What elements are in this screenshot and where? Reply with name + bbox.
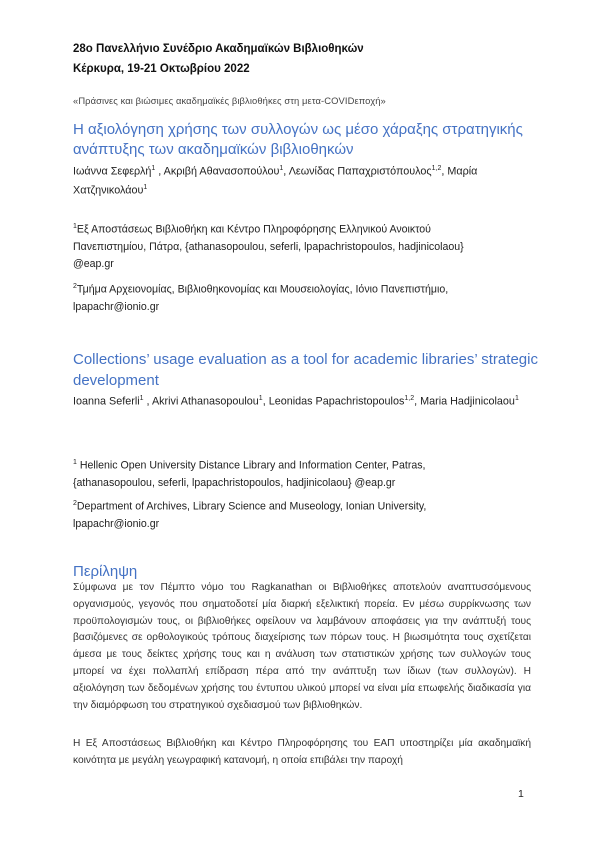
english-affiliation-2 bbox=[73, 495, 493, 533]
greek-affiliation-2 bbox=[73, 278, 493, 316]
abstract-paragraph-2: Η Εξ Αποστάσεως Βιβλιοθήκη και Κέντρο Πληροφόρησης του ΕΑΠ υποστηρίζει μία ακαδημαϊκή κοινότητα με μεγάλη γεωγραφική κατανομή, η οποία επιβάλει την παροχή bbox=[73, 738, 531, 766]
abstract-heading: Περίληψη bbox=[73, 563, 138, 580]
author-name: , Μαρία Χατζηνικολάου bbox=[73, 165, 478, 197]
author-affil-mark: 1 bbox=[514, 395, 519, 402]
affil-mark: 2 bbox=[73, 500, 77, 507]
author-name: , Leonidas Papachristopoulos bbox=[262, 395, 405, 408]
affil-mark: 1 bbox=[73, 459, 77, 466]
english-title: Collections’ usage evaluation as a tool for academic libraries’ strategic development bbox=[73, 351, 538, 389]
affil-text: Εξ Αποστάσεως Βιβλιοθήκη και Κέντρο Πληροφόρησης Ελληνικού Ανοικτού Πανεπιστημίου, Πάτρα, {athanasopoulou, seferli, lpapachristopoulos, hadjinicolaou} @eap.gr bbox=[73, 223, 464, 270]
greek-title: Η αξιολόγηση χρήσης των συλλογών ως μέσο χάραξης στρατηγικής ανάπτυξης των ακαδημαϊκών βιβλιοθηκών bbox=[73, 121, 523, 158]
author-name: , Λεωνίδας Παπαχριστόπουλος bbox=[283, 165, 432, 178]
author-affil-mark: 1 bbox=[258, 395, 263, 402]
page-number: 1 bbox=[518, 788, 524, 800]
author-name: , Maria Hadjinicolaou bbox=[414, 395, 515, 408]
author-name: , Akrivi Athanasopoulou bbox=[143, 395, 259, 408]
abstract-paragraph-1: Σύμφωνα με τον Πέμπτο νόμο του Ragkanathan οι Βιβλιοθήκες αποτελούν αναπτυσσόμενους οργανισμούς, γεγονός που σηματοδοτεί μία διαρκή εξελικτική πορεία. Εν μέσω συρρίκνωσης των προϋπολογισμών τους, οι βιβλιοθήκες οφείλουν να λαμβάνουν αποφάσεις για την ανάπτυξή τους βασιζόμενες σε ορθολογικούς τρόπους διαχείρισης των πόρων τους. Η βιωσιμότητα τους σχετίζεται άμεσα με τους δείκτες χρήσης τους και η ανάλυση των στατιστικών χρήσης των συλλογών τους μπορεί να έχει πολλαπλή επίδραση πέρα από την ανάπτυξη των ίδιων (των συλλογών). Η αξιολόγηση των δεδομένων χρήσης του έντυπου υλικού μπορεί να είναι μία επωφελής διαδικασία για την διαμόρφωση του στρατηγικού σχεδιασμού των βιβλιοθηκών. bbox=[73, 582, 531, 711]
greek-affiliation-1 bbox=[73, 218, 493, 273]
affil-text: Hellenic Open University Distance Library and Information Center, Patras, {athanasopoulou, seferli, lpapachristopoulos, hadjinicolaou} @eap.gr bbox=[73, 459, 426, 489]
conference-name: 28ο Πανελλήνιο Συνέδριο Ακαδημαϊκών Βιβλιοθηκών bbox=[73, 43, 364, 55]
conference-place-date: Κέρκυρα, 19-21 Οκτωβρίου 2022 bbox=[73, 63, 250, 75]
author-name: Ιωάννα Σεφερλή bbox=[73, 165, 152, 178]
author-affil-mark: 1,2 bbox=[404, 395, 415, 402]
english-authors bbox=[73, 391, 533, 410]
author-affil-mark: 1 bbox=[279, 165, 284, 172]
author-name: Ioanna Seferli bbox=[73, 395, 140, 408]
conference-theme: «Πράσινες και βιώσιμες ακαδημαϊκές βιβλιοθήκες στη μετα-COVIDεποχή» bbox=[73, 95, 386, 106]
author-affil-mark: 1 bbox=[143, 183, 148, 191]
author-affil-mark: 1 bbox=[139, 395, 144, 402]
author-affil-mark: 1,2 bbox=[431, 165, 442, 172]
affil-text: Department of Archives, Library Science and Museology, Ionian University, lpapachr@ionio.gr bbox=[73, 500, 427, 530]
affil-mark: 1 bbox=[73, 223, 77, 230]
affil-text: Τμήμα Αρχειονομίας, Βιβλιοθηκονομίας και Μουσειολογίας, Ιόνιο Πανεπιστήμιο, lpapachr@ionio.gr bbox=[73, 283, 449, 313]
affil-mark: 2 bbox=[73, 283, 77, 290]
author-affil-mark: 1 bbox=[151, 165, 156, 172]
author-name: , Ακριβή Αθανασοπούλου bbox=[155, 165, 280, 178]
english-affiliation-1 bbox=[73, 454, 493, 492]
greek-authors bbox=[73, 161, 533, 198]
